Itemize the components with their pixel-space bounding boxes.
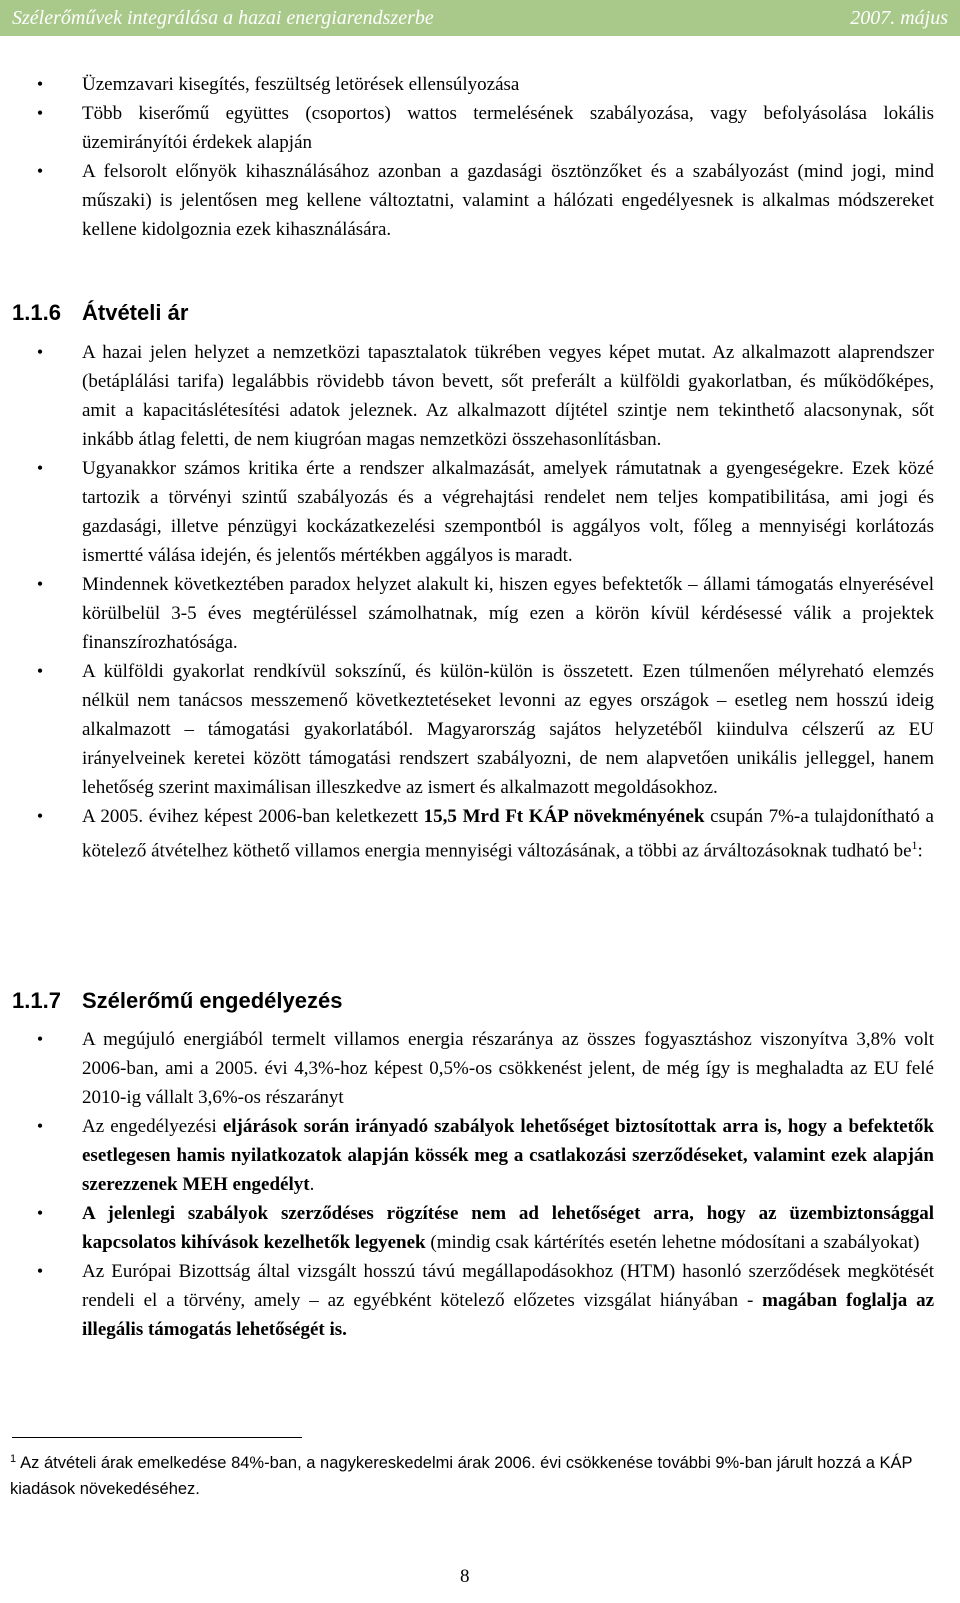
section-title: Szélerőmű engedélyezés [82,988,343,1013]
bullet-icon: • [36,103,44,123]
bullet-icon: • [36,1116,44,1136]
section-title: Átvételi ár [82,300,189,325]
footnote-reference[interactable]: 1 [911,838,918,852]
bullet-icon: • [36,806,44,826]
list-item: • A felsorolt előnyök kihasználásához azonban a gazdasági ösztönzőket és a szabályozást (mind jogi, mind műszaki) is jelentősen meg kellene változtatni, valamint a hálózati engedélyesnek is alkalmas módszereket kellene kidolgoznia ezek kihasználására. [0,157,960,244]
bullet-icon: • [36,1029,44,1049]
section-116-bullet-list [0,338,960,865]
bullet-icon: • [36,1261,44,1281]
footnote-marker: 1 [10,1452,17,1465]
list-item: • Ugyanakkor számos kritika érte a rendszer alkalmazását, amelyek rámutatnak a gyengeségekre. Ezek közé tartozik a törvényi szintű szabályozás és a végrehajtási rendelet nem teljes kompatibilitása, ami jogi és gazdasági, illetve pénzügyi kockázatkezelési szempontból is aggályos volt, főleg a mennyiségi korlátozás ismertté válása idején, és jelentős mértékben aggályos is maradt. [0,454,960,570]
bullet-icon: • [36,574,44,594]
bullet-icon: • [36,1203,44,1223]
list-item: • A 2005. évihez képest 2006-ban keletkezett 15,5 Mrd Ft KÁP növekményének csupán 7%-a tulajdonítható a kötelező átvételhez köthető villamos energia mennyiségi változásának, a többi az árváltozásoknak tudható $be^1$: [0,802,960,865]
intro-bullet-list [0,70,960,244]
bullet-icon: • [36,74,44,94]
section-heading-116 [12,298,188,328]
footnote [10,1450,930,1502]
page-number: 8 [460,1566,470,1587]
header-date: 2007. május [850,7,948,29]
footnote-text: Az átvételi árak emelkedése 84%-ban, a nagykereskedelmi árak 2006. évi csökkenése további 9%-ban járult hozzá a KÁP kiadások növekedéséhez. [10,1454,913,1498]
list-item: • Mindennek következtében paradox helyzet alakult ki, hiszen egyes befektetők – állami támogatás elnyerésével körülbelül 3-5 éves megtérüléssel számolhatnak, míg ezen a körön kívül kérdésessé válik a projektek finanszírozhatósága. [0,570,960,657]
bullet-icon: • [36,342,44,362]
footnote-separator [12,1437,302,1438]
list-item: • Több kiserőmű együttes (csoportos) wattos termelésének szabályozása, vagy befolyásolása lokális üzemirányítói érdekek alapján [0,99,960,157]
list-item: • A megújuló energiából termelt villamos energia részaránya az összes fogyasztáshoz viszonyítva 3,8% volt 2006-ban, ami a 2005. évi 4,3%-hoz képest 0,5%-os csökkenést jelent, de még így is meghaladta az EU felé 2010-ig vállalt 3,6%-os részarányt [0,1025,960,1112]
list-item: • A külföldi gyakorlat rendkívül sokszínű, és külön-külön is összetett. Ezen túlmenően mélyreható elemzés nélkül nem tanácsos messzemenő következtetéseket levonni az egyes országok – esetleg nem hosszú ideig alkalmazott – támogatási gyakorlatából. Magyarország sajátos helyzetéből kiindulva célszerű az EU irányelveinek keretei között támogatási rendszert szabályozni, de nem alapvetően unikális jelleggel, hanem lehetőség szerint maximálisan illeszkedve az ismert és alkalmazott megoldásokhoz. [0,657,960,802]
section-number: 1.1.7 [12,988,61,1013]
list-item: • A hazai jelen helyzet a nemzetközi tapasztalatok tükrében vegyes képet mutat. Az alkalmazott alaprendszer (betáplálási tarifa) legalábbis rövidebb távon bevett, sőt preferált a külföldi gyakorlatban, és működőképes, amit a kapacitáslétesítési adatok jeleznek. Az alkalmazott díjtétel szintje nem tekinthető alacsonynak, sőt inkább átlag feletti, de nem kiugróan magas nemzetközi összehasonlításban. [0,338,960,454]
bullet-icon: • [36,458,44,478]
section-heading-117 [12,986,342,1016]
list-item: • Az Európai Bizottság által vizsgált hosszú távú megállapodásokhoz (HTM) hasonló szerződések megkötését rendeli el a törvény, amely – az egyébként kötelező előzetes vizsgálat hiányában - magában foglalja az illegális támogatás lehetőségét is. [0,1257,960,1344]
list-item: • Az engedélyezési eljárások során irányadó szabályok lehetőséget biztosítottak arra is, hogy a befektetők esetlegesen hamis nyilatkozatok alapján kössék meg a csatlakozási szerződéseket, valamint ezek alapján szerezzenek MEH engedélyt. [0,1112,960,1199]
list-item: • Üzemzavari kisegítés, feszültség letörések ellensúlyozása [0,70,960,99]
list-item: • A jelenlegi szabályok szerződéses rögzítése nem ad lehetőséget arra, hogy az üzembiztonsággal kapcsolatos kihívások kezelhetők legyenek (mindig csak kártérítés esetén lehetne módosítani a szabályokat) [0,1199,960,1257]
section-117-bullet-list [0,1025,960,1344]
bullet-icon: • [36,661,44,681]
page-header [0,0,960,36]
bullet-icon: • [36,161,44,181]
header-document-title: Szélerőművek integrálása a hazai energiarendszerbe [12,7,434,29]
section-number: 1.1.6 [12,300,61,325]
